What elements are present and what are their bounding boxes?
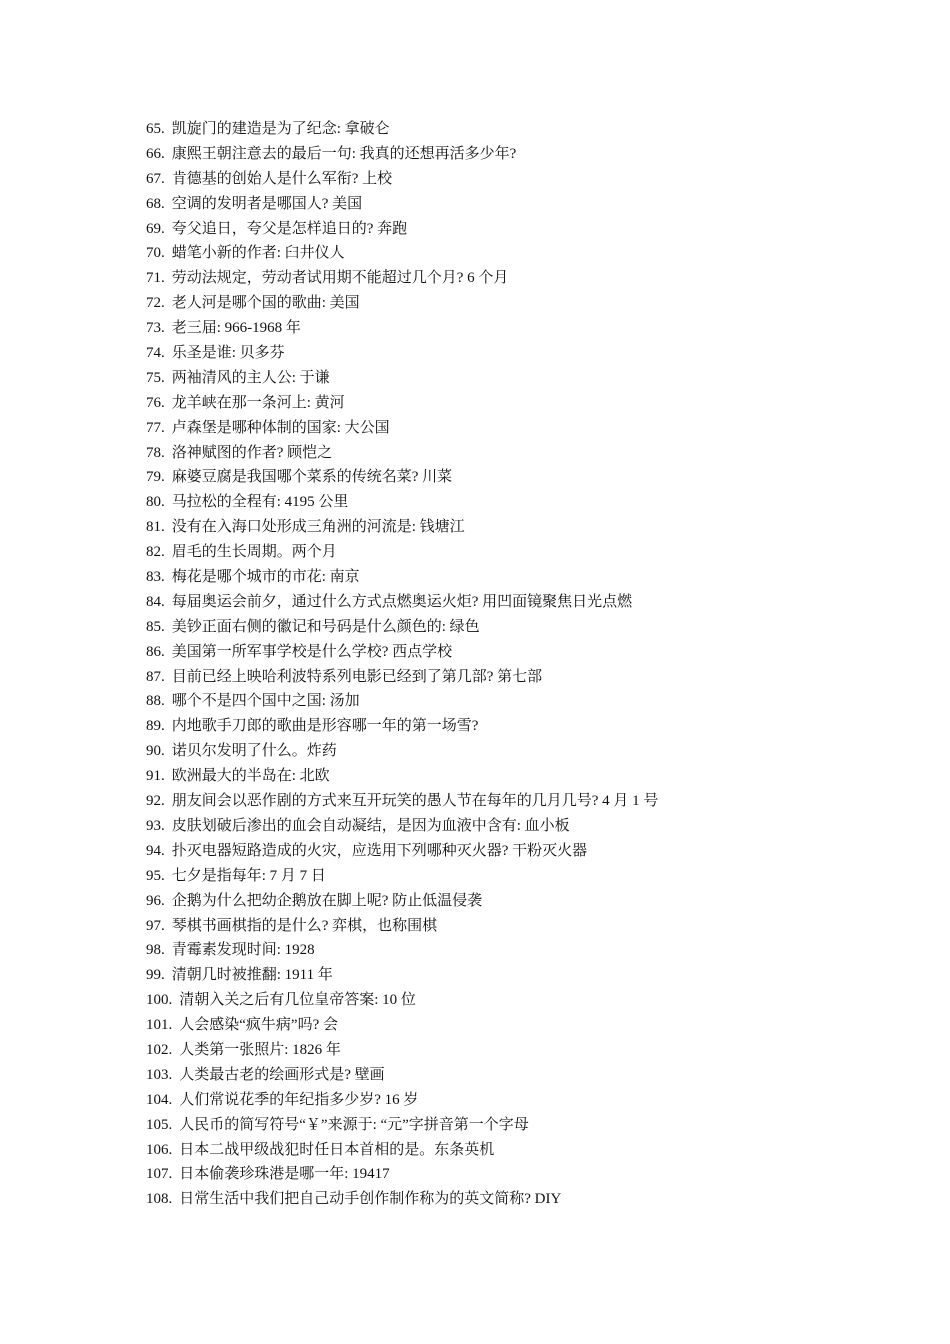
item-number: 77.	[146, 419, 165, 436]
item-number: 98.	[146, 942, 165, 959]
item-text: 两袖清风的主人公: 于谦	[171, 369, 330, 386]
list-item	[146, 814, 906, 839]
item-number: 102.	[146, 1041, 173, 1058]
item-text: 肯德基的创始人是什么军衔? 上校	[171, 170, 393, 187]
item-number: 73.	[146, 320, 165, 337]
list-item	[146, 689, 906, 714]
list-item	[146, 839, 906, 864]
item-number: 82.	[146, 544, 165, 561]
item-number: 89.	[146, 718, 165, 735]
list-item	[146, 714, 906, 739]
item-number: 80.	[146, 494, 165, 511]
list-item	[146, 142, 906, 167]
item-text: 人类最古老的绘画形式是? 壁画	[179, 1066, 385, 1083]
list-item	[146, 1138, 906, 1163]
list-item	[146, 938, 906, 963]
item-number: 106.	[146, 1141, 173, 1158]
item-number: 84.	[146, 593, 165, 610]
item-text: 梅花是哪个城市的市花: 南京	[171, 569, 360, 586]
list-item	[146, 291, 906, 316]
item-number: 92.	[146, 793, 165, 810]
list-item	[146, 341, 906, 366]
list-item	[146, 764, 906, 789]
item-text: 眉毛的生长周期。两个月	[171, 544, 337, 561]
item-number: 66.	[146, 145, 165, 162]
item-text: 美国第一所军事学校是什么学校? 西点学校	[171, 643, 453, 660]
item-number: 71.	[146, 270, 165, 287]
item-number: 83.	[146, 569, 165, 586]
list-item	[146, 963, 906, 988]
item-text: 内地歌手刀郎的歌曲是形容哪一年的第一场雪?	[171, 718, 479, 735]
item-number: 85.	[146, 618, 165, 635]
list-item	[146, 640, 906, 665]
item-number: 69.	[146, 220, 165, 237]
item-number: 87.	[146, 668, 165, 685]
item-text: 老人河是哪个国的歌曲: 美国	[171, 295, 360, 312]
list-item	[146, 117, 906, 142]
item-text: 人们常说花季的年纪指多少岁? 16 岁	[179, 1091, 419, 1108]
list-item	[146, 416, 906, 441]
list-item	[146, 1013, 906, 1038]
item-number: 95.	[146, 867, 165, 884]
item-text: 美钞正面右侧的徽记和号码是什么颜色的: 绿色	[171, 618, 480, 635]
item-number: 76.	[146, 394, 165, 411]
item-text: 老三届: 966-1968 年	[171, 320, 301, 337]
item-text: 企鹅为什么把幼企鹅放在脚上呢? 防止低温侵袭	[171, 892, 483, 909]
item-text: 皮肤划破后渗出的血会自动凝结，是因为血液中含有: 血小板	[171, 817, 570, 834]
list-item	[146, 1187, 906, 1212]
item-number: 74.	[146, 345, 165, 362]
item-text: 诺贝尔发明了什么。炸药	[171, 743, 337, 760]
list-item	[146, 988, 906, 1013]
item-number: 104.	[146, 1091, 173, 1108]
list-item	[146, 1162, 906, 1187]
item-text: 日常生活中我们把自己动手创作制作称为的英文简称? DIY	[179, 1191, 562, 1208]
item-text: 人民币的简写符号“￥”来源于: “元”字拼音第一个字母	[179, 1116, 529, 1133]
list-item	[146, 1038, 906, 1063]
item-text: 凯旋门的建造是为了纪念: 拿破仑	[171, 121, 390, 137]
item-number: 78.	[146, 444, 165, 461]
list-item	[146, 465, 906, 490]
item-number: 86.	[146, 643, 165, 660]
list-item	[146, 167, 906, 192]
item-number: 108.	[146, 1191, 173, 1208]
item-text: 卢森堡是哪种体制的国家: 大公国	[171, 419, 390, 436]
item-text: 乐圣是谁: 贝多芬	[171, 345, 285, 362]
list-item	[146, 1113, 906, 1138]
item-text: 清朝几时被推翻: 1911 年	[171, 967, 333, 984]
list-item	[146, 441, 906, 466]
list-item	[146, 914, 906, 939]
list-item	[146, 316, 906, 341]
item-number: 107.	[146, 1166, 173, 1183]
item-number: 94.	[146, 842, 165, 859]
item-number: 97.	[146, 917, 165, 934]
item-text: 劳动法规定，劳动者试用期不能超过几个月? 6 个月	[171, 270, 509, 287]
item-number: 75.	[146, 369, 165, 386]
item-text: 青霉素发现时间: 1928	[171, 942, 315, 959]
item-number: 68.	[146, 195, 165, 212]
item-text: 夸父追日，夸父是怎样追日的? 奔跑	[171, 220, 408, 237]
list-item	[146, 391, 906, 416]
list-item	[146, 241, 906, 266]
list-item	[146, 565, 906, 590]
item-text: 扑灭电器短路造成的火灾，应选用下列哪种灭火器? 干粉灭火器	[171, 842, 588, 859]
item-text: 洛神赋图的作者? 顾恺之	[171, 444, 333, 461]
list-item	[146, 515, 906, 540]
item-text: 日本偷袭珍珠港是哪一年: 19417	[179, 1166, 390, 1183]
item-number: 88.	[146, 693, 165, 710]
item-text: 空调的发明者是哪国人? 美国	[171, 195, 363, 212]
item-text: 康熙王朝注意去的最后一句: 我真的还想再活多少年?	[171, 145, 517, 162]
item-number: 105.	[146, 1116, 173, 1133]
item-text: 琴棋书画棋指的是什么? 弈棋，也称围棋	[171, 917, 438, 934]
item-number: 96.	[146, 892, 165, 909]
list-item	[146, 540, 906, 565]
item-number: 90.	[146, 743, 165, 760]
item-number: 99.	[146, 967, 165, 984]
item-text: 目前已经上映哈利波特系列电影已经到了第几部? 第七部	[171, 668, 543, 685]
item-text: 欧洲最大的半岛在: 北欧	[171, 768, 330, 785]
item-text: 哪个不是四个国中之国: 汤加	[171, 693, 360, 710]
item-text: 朋友间会以恶作剧的方式来互开玩笑的愚人节在每年的几月几号? 4 月 1 号	[171, 793, 659, 810]
item-text: 日本二战甲级战犯时任日本首相的是。东条英机	[179, 1141, 495, 1158]
item-number: 81.	[146, 519, 165, 536]
item-number: 72.	[146, 295, 165, 312]
list-item	[146, 590, 906, 615]
item-text: 马拉松的全程有: 4195 公里	[171, 494, 349, 511]
item-text: 七夕是指每年: 7 月 7 日	[171, 867, 326, 884]
item-text: 每届奥运会前夕，通过什么方式点燃奥运火炬? 用凹面镜聚焦日光点燃	[171, 593, 633, 610]
item-text: 清朝入关之后有几位皇帝答案: 10 位	[179, 992, 416, 1009]
list-item	[146, 789, 906, 814]
item-number: 100.	[146, 992, 173, 1009]
item-text: 蜡笔小新的作者: 臼井仪人	[171, 245, 345, 262]
item-number: 93.	[146, 817, 165, 834]
item-number: 101.	[146, 1017, 173, 1034]
list-item	[146, 615, 906, 640]
item-number: 70.	[146, 245, 165, 262]
item-text: 人类第一张照片: 1826 年	[179, 1041, 341, 1058]
list-item	[146, 864, 906, 889]
list-item	[146, 889, 906, 914]
list-item	[146, 490, 906, 515]
item-number: 65.	[146, 121, 165, 137]
item-number: 67.	[146, 170, 165, 187]
item-text: 没有在入海口处形成三角洲的河流是: 钱塘江	[171, 519, 465, 536]
list-item	[146, 192, 906, 217]
item-number: 91.	[146, 768, 165, 785]
list-item	[146, 1088, 906, 1113]
list-item	[146, 217, 906, 242]
list-item	[146, 266, 906, 291]
item-number: 103.	[146, 1066, 173, 1083]
item-text: 人会感染“疯牛病”吗? 会	[179, 1017, 338, 1034]
list-item	[146, 366, 906, 391]
item-number: 79.	[146, 469, 165, 486]
list-item	[146, 739, 906, 764]
list-item	[146, 665, 906, 690]
qa-list	[146, 117, 906, 1212]
item-text: 龙羊峡在那一条河上: 黄河	[171, 394, 345, 411]
item-text: 麻婆豆腐是我国哪个菜系的传统名菜? 川菜	[171, 469, 453, 486]
list-item	[146, 1063, 906, 1088]
